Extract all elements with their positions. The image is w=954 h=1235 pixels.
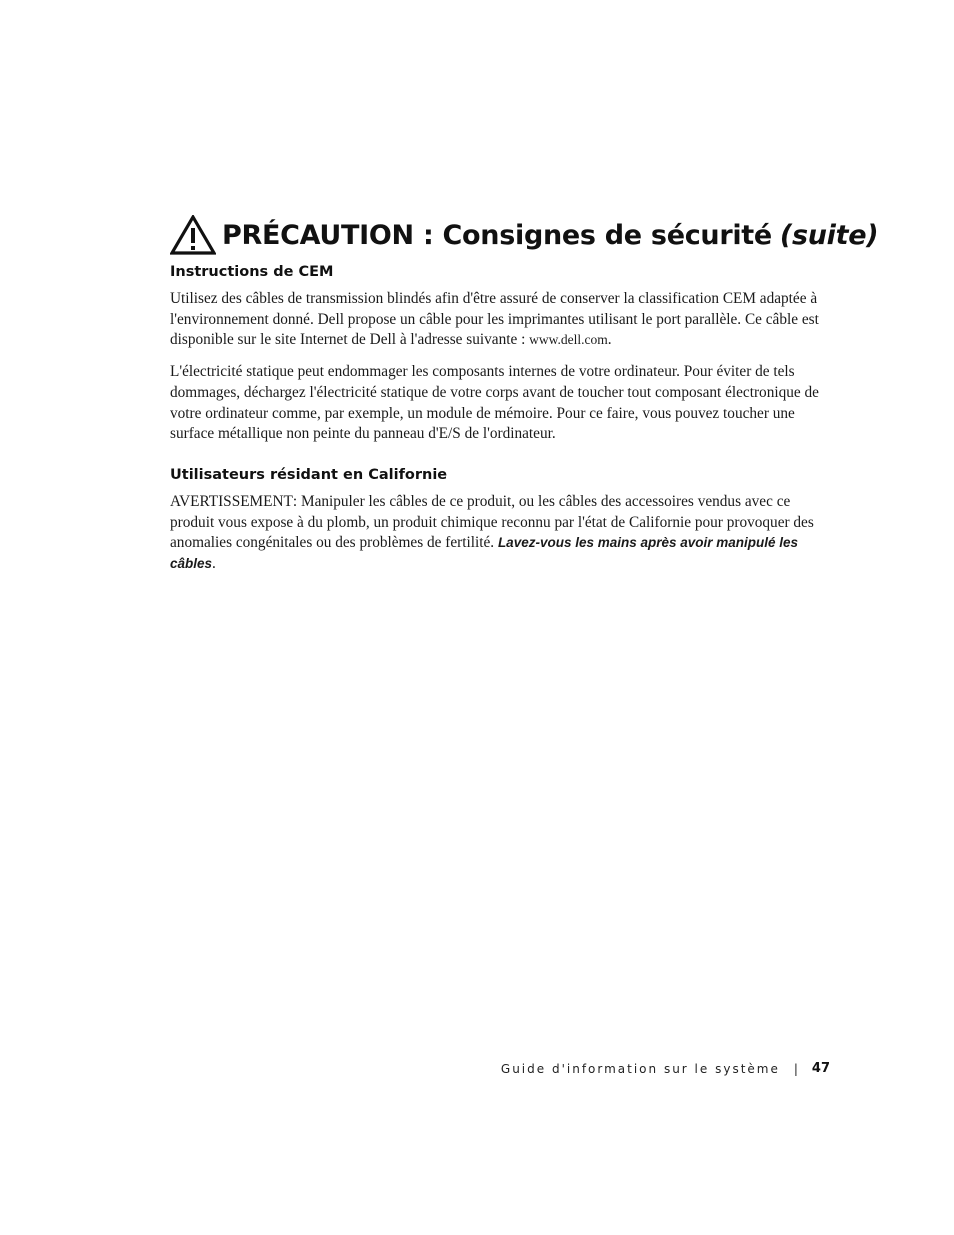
heading-continued: (suite) bbox=[779, 219, 879, 251]
dell-url-link[interactable]: www.dell.com bbox=[529, 332, 608, 348]
section-emc bbox=[170, 264, 830, 445]
emc-paragraph-1: Utilisez des câbles de transmission blindés afin d'être assuré de conserver la classification CEM adaptée à l'environnement donné. Dell propose un câble pour les imprimantes utilisant le port parallèle. Ce câble est disponible sur le site Internet de Dell à l'adresse suivante : www.dell.com. bbox=[170, 290, 819, 349]
page-number: 47 bbox=[811, 1061, 830, 1076]
section-title-california: Utilisateurs résidant en Californie bbox=[170, 467, 448, 483]
footer-title: Guide d'information sur le système bbox=[500, 1061, 780, 1076]
footer-separator: | bbox=[793, 1061, 798, 1076]
page-heading bbox=[170, 212, 878, 258]
heading-title: PRÉCAUTION : Consignes de sécurité bbox=[222, 219, 772, 251]
california-warning-paragraph: AVERTISSEMENT: Manipuler les câbles de ce produit, ou les câbles des accessoires vendus avec ce produit vous expose à du plomb, un produit chimique reconnu par l'état de Californie pour provoquer des anomalies congénitales ou des problèmes de fertilité. Lavez-vous les mains après avoir manipulé les câbles. bbox=[170, 493, 814, 573]
warning-label: AVERTISSEMENT bbox=[170, 493, 293, 510]
section-california bbox=[170, 467, 830, 575]
section-title-emc: Instructions de CEM bbox=[170, 264, 334, 280]
warning-emphasis: Lavez-vous les mains après avoir manipulé les câbles bbox=[170, 535, 799, 572]
emc-paragraph-2: L'électricité statique peut endommager les composants internes de votre ordinateur. Pour éviter de tels dommages, déchargez l'électricité statique de votre corps avant de toucher tout composant électronique de votre ordinateur comme, par exemple, un module de mémoire. Pour ce faire, vous pouvez toucher une surface métallique non peinte du panneau d'E/S de l'ordinateur. bbox=[170, 363, 819, 443]
page-footer bbox=[501, 1061, 830, 1076]
warning-triangle-icon bbox=[170, 215, 216, 255]
